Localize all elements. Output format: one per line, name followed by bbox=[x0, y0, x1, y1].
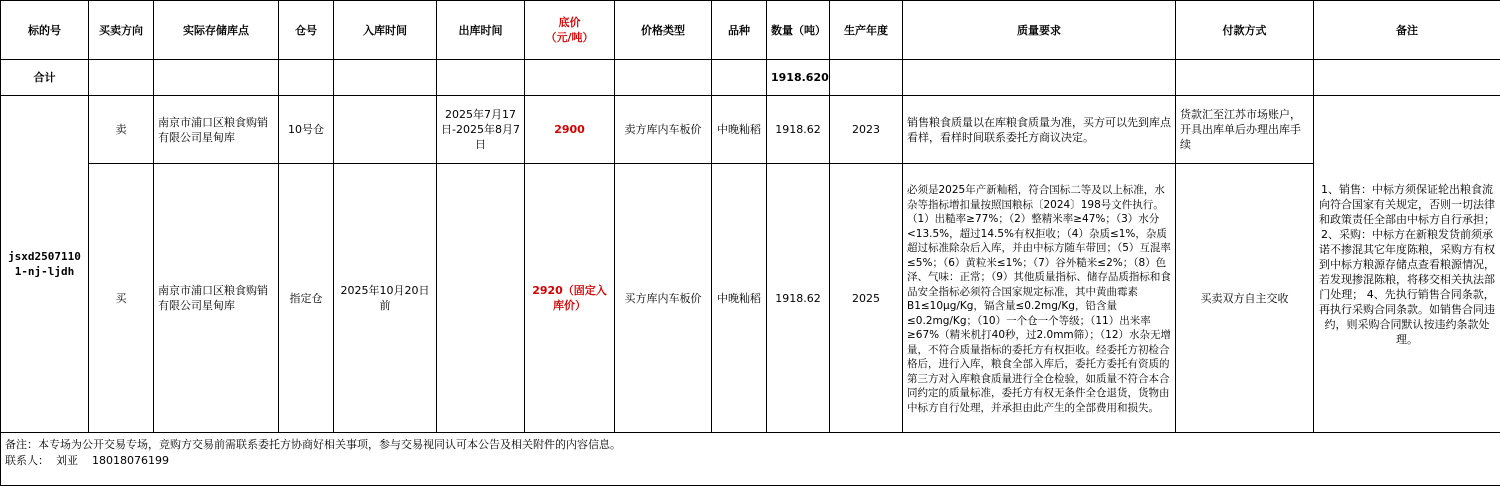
buy-year: 2025 bbox=[830, 164, 903, 433]
empty-cell bbox=[437, 60, 525, 96]
buy-price-type: 买方库内车板价 bbox=[615, 164, 712, 433]
sell-quality: 销售粮食质量以在库粮食质量为准，买方可以先到库点看样，看样时间联系委托方商议决定。 bbox=[903, 96, 1176, 164]
sell-price-type: 卖方库内车板价 bbox=[615, 96, 712, 164]
empty-cell bbox=[89, 60, 154, 96]
total-quantity: 1918.620 bbox=[767, 60, 830, 96]
header-warehouse: 实际存储库点 bbox=[154, 1, 279, 60]
header-quality: 质量要求 bbox=[903, 1, 1176, 60]
buy-out-time bbox=[437, 164, 525, 433]
empty-cell bbox=[712, 60, 767, 96]
empty-cell bbox=[615, 60, 712, 96]
empty-cell bbox=[154, 60, 279, 96]
sell-bin: 10号仓 bbox=[279, 96, 334, 164]
buy-bin: 指定仓 bbox=[279, 164, 334, 433]
buy-warehouse: 南京市浦口区粮食购销有限公司星甸库 bbox=[154, 164, 279, 433]
sell-payment: 货款汇至江苏市场账户，开具出库单后办理出库手续 bbox=[1176, 96, 1314, 164]
buy-in-time: 2025年10月20日前 bbox=[334, 164, 437, 433]
header-lot-id: 标的号 bbox=[1, 1, 89, 60]
sell-row bbox=[1, 96, 1500, 164]
empty-cell bbox=[334, 60, 437, 96]
buy-payment: 买卖双方自主交收 bbox=[1176, 164, 1314, 433]
header-row bbox=[1, 1, 1500, 60]
footer-cell bbox=[1, 433, 1500, 486]
sell-warehouse: 南京市浦口区粮食购销有限公司星甸库 bbox=[154, 96, 279, 164]
empty-cell bbox=[279, 60, 334, 96]
buy-quantity: 1918.62 bbox=[767, 164, 830, 433]
buy-row bbox=[1, 164, 1500, 433]
buy-direction: 买 bbox=[89, 164, 154, 433]
header-remark: 备注 bbox=[1314, 1, 1500, 60]
empty-cell bbox=[525, 60, 615, 96]
buy-price: 2920（固定入库价） bbox=[525, 164, 615, 433]
header-payment: 付款方式 bbox=[1176, 1, 1314, 60]
header-in-time: 入库时间 bbox=[334, 1, 437, 60]
sell-variety: 中晚籼稻 bbox=[712, 96, 767, 164]
sell-in-time bbox=[334, 96, 437, 164]
buy-quality: 必须是2025年产新籼稻，符合国标二等及以上标准，水杂等指标增扣量按照国粮标〔2024〕198号文件执行。（1）出糙率≥77%；（2）整精米率≥47%；（3）水分<13.5%，超过14.5%有权拒收；（4）杂质≤1%，杂质超过标准除杂后入库，并由中标方随车带回；（5）互混率≤5%；（6）黄粒米≤1%；（7）谷外糙米≤2%；（8）色泽、气味：正常；（9）其他质量指标、储存品质指标和食品安全指标必须符合国家规定标准，其中黄曲霉素B1≤10μg/Kg，镉含量≤0.2mg/Kg，铅含量≤0.2mg/Kg；（10）一个仓一个等级；（11）出米率≥67%（精米机打40秒，过2.0mm筛）；（12）水杂无增量，不符合质量指标的委托方有权拒收。经委托方初检合格后，进行入库，粮食全部入库后，委托方委托有资质的第三方对入库粮食质量进行全仓检验，如质量不符合本合同约定的质量标准，委托方有权无条件全仓退货，货物由中标方自行处理，并承担由此产生的全部费用和损失。 bbox=[903, 164, 1176, 433]
header-direction: 买卖方向 bbox=[89, 1, 154, 60]
sell-out-time: 2025年7月17日-2025年8月7日 bbox=[437, 96, 525, 164]
sell-quantity: 1918.62 bbox=[767, 96, 830, 164]
empty-cell bbox=[1314, 60, 1500, 96]
total-label: 合计 bbox=[1, 60, 89, 96]
lot-id: jsxd25071101-nj-ljdh bbox=[1, 96, 89, 433]
empty-cell bbox=[1176, 60, 1314, 96]
header-base-price: 底价 （元/吨） bbox=[525, 1, 615, 60]
header-variety: 品种 bbox=[712, 1, 767, 60]
empty-cell bbox=[903, 60, 1176, 96]
header-out-time: 出库时间 bbox=[437, 1, 525, 60]
buy-variety: 中晚籼稻 bbox=[712, 164, 767, 433]
total-row bbox=[1, 60, 1500, 96]
empty-cell bbox=[830, 60, 903, 96]
remark: 1、销售：中标方须保证轮出粮食流向符合国家有关规定，否则一切法律和政策责任全部由中标方自行承担；2、采购：中标方在新粮发货前须承诺不掺混其它年度陈粮，采购方有权到中标方粮源存储点查看粮源情况，若发现掺混陈粮，将移交相关执法部门处理； 4、先执行销售合同条款，再执行采购合同条款。如销售合同违约，则采购合同默认按违约条款处理。 bbox=[1314, 96, 1500, 433]
footer-row bbox=[1, 433, 1500, 486]
footer-note: 备注：本专场为公开交易专场，竞购方交易前需联系委托方协商好相关事项，参与交易视同认可本公告及相关附件的内容信息。 bbox=[5, 437, 1496, 453]
sell-year: 2023 bbox=[830, 96, 903, 164]
header-year: 生产年度 bbox=[830, 1, 903, 60]
header-quantity: 数量（吨） bbox=[767, 1, 830, 60]
sell-price: 2900 bbox=[525, 96, 615, 164]
header-price-type: 价格类型 bbox=[615, 1, 712, 60]
footer-contact: 联系人： 刘亚 18018076199 bbox=[5, 453, 1496, 469]
header-bin: 仓号 bbox=[279, 1, 334, 60]
sell-direction: 卖 bbox=[89, 96, 154, 164]
